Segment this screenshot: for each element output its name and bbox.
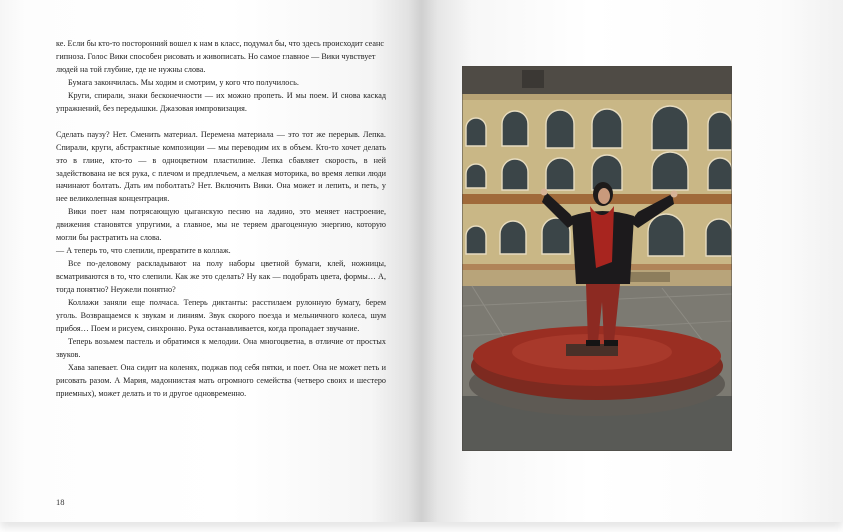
paragraph: Вики поет нам потрясающую цыганскую песню на ладино, это меняет настроение, движения становятся упругими, а главное, мы не теряем драгоценную энергию, которую могли бы растратить на слова. — [56, 207, 386, 243]
paragraph: Хава запевает. Она сидит на коленях, поджав под себя пятки, и поет. Она не может петь и рисовать разом. А Мария, мадоннистая мать огромного семейства (четверо своих и шестеро приемных), может делать и то и другое одновременно. — [56, 362, 386, 398]
paragraph: Сделать паузу? Нет. Сменить материал. Перемена материала — это тот же перерыв. Лепка. Спирали, круги, абстрактные композиции — мы переводим их в объем. Кто-то хочет делать это в глине, кто-то — в одноцветном пластилине. Лепка сбавляет скорость, в ней задействована не вся рука, с плечом и предплечьем, а мелкая моторика, во время лепки люди начинают болтать. Дать им поболтать? Нет. Включить Вики. Она может и лепить, и петь, у нее великолепная концентрация. — [56, 129, 386, 204]
paragraph: — А теперь то, что слепили, превратите в коллаж. — [56, 246, 231, 256]
body-text — [56, 38, 386, 401]
left-page — [0, 0, 421, 522]
photograph — [462, 66, 732, 451]
paragraph: ке. Если бы кто-то посторонний вошел к нам в класс, подумал бы, что здесь происходит сеанс гипноза. Голос Вики способен рисовать и живописать. Но самое главное — Вики чувствует людей на той глубине, где не нужны слова. — [56, 39, 385, 74]
page-number: 18 — [56, 497, 65, 507]
paragraph: Бумага закончилась. Мы ходим и смотрим, у кого что получилось. — [68, 77, 299, 87]
photograph-woman-arms-outstretched-icon — [462, 66, 732, 451]
paragraph: Теперь возьмем пастель и обратимся к мелодии. Она многоцветна, в отличие от простых звуков. — [56, 336, 386, 359]
paragraph: Все по-деловому раскладывают на полу наборы цветной бумаги, клей, ножницы, всматриваются в то, что слепили. Как же это сделать? Ну как — подобрать цвета, формы… А, тогда понятно? Неужели понятно? — [56, 259, 386, 295]
right-page — [421, 0, 843, 522]
paragraph: Круги, спирали, знаки бесконечности — их можно пропеть. И мы поем. И снова каскад упражнений, без передышки. Джазовая импровизация. — [56, 90, 386, 113]
paragraph: Коллажи заняли еще полчаса. Теперь диктанты: расстилаем рулонную бумагу, берем уголь. Возвращаемся к звукам и линиям. Звук скорого поезда и мельничного колеса, шум прибоя… Поем и рисуем, синхронно. Рука останавливается, когда пропадает звучание. — [56, 298, 386, 333]
